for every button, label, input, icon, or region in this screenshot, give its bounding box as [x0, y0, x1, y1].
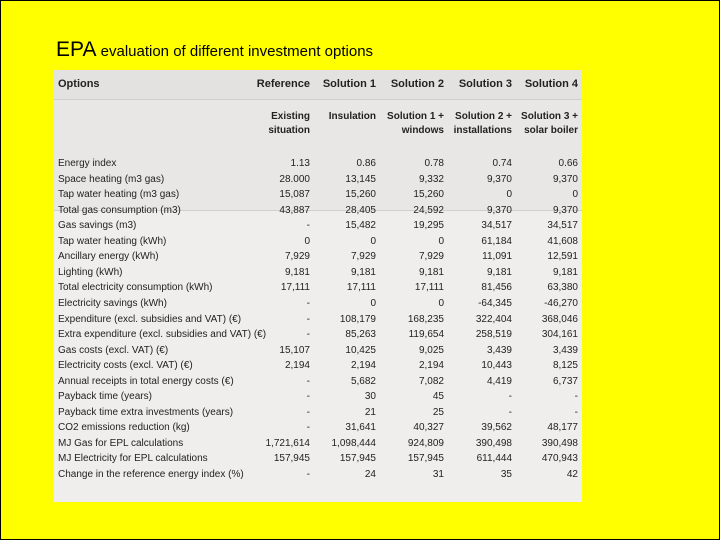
row-label: Annual receipts in total energy costs (€) [58, 375, 234, 387]
row-value: 390,498 [475, 437, 512, 449]
row-value: - [574, 391, 578, 403]
row-value: 17,111 [280, 282, 310, 294]
row-value: 45 [432, 391, 444, 403]
row-value: 42 [566, 469, 578, 480]
row-value: 0.86 [356, 158, 376, 169]
row-label: Electricity savings (kWh) [58, 297, 167, 309]
row-value: 157,945 [273, 453, 310, 465]
row-value: 322,404 [475, 313, 512, 325]
row-value: 157,945 [339, 453, 376, 465]
row-value: 17,111 [346, 282, 376, 294]
row-value: 0 [438, 235, 444, 247]
row-value: 9,181 [418, 266, 444, 278]
row-value: 924,809 [407, 437, 444, 449]
subheader-line: solar boiler [524, 125, 578, 136]
row-value: - [306, 422, 310, 434]
row-value: 9,181 [284, 266, 310, 278]
row-value: -64,345 [478, 297, 512, 309]
row-value: - [508, 391, 512, 403]
title-main: EPA [56, 38, 97, 61]
row-label: Total gas consumption (m3) [58, 204, 181, 216]
row-value: 7,929 [418, 251, 444, 263]
row-value: 7,082 [418, 375, 444, 387]
row-value: 48,177 [547, 422, 578, 434]
row-label: Electricity costs (excl. VAT) (€) [58, 360, 193, 372]
row-value: 9,370 [552, 173, 578, 185]
row-value: 3,439 [552, 344, 578, 356]
row-value: 2,194 [350, 360, 376, 372]
row-value: 9,370 [486, 204, 512, 216]
row-value: - [306, 313, 310, 325]
row-value: - [508, 406, 512, 418]
row-value: 7,929 [350, 251, 376, 263]
subheader-line: Solution 1 + [387, 111, 444, 122]
row-value: 6,737 [552, 375, 578, 387]
row-value: 9,181 [350, 266, 376, 278]
subheader-line: installations [453, 125, 512, 136]
row-value: 9,025 [418, 344, 444, 356]
header-col-5: Solution 4 [524, 78, 578, 90]
row-value: 611,444 [476, 453, 512, 465]
row-value: 2,194 [284, 360, 310, 372]
row-value: 0.78 [424, 158, 444, 169]
row-value: 24 [364, 469, 376, 480]
row-value: -46,270 [544, 297, 578, 309]
row-label: Tap water heating (m3 gas) [58, 189, 180, 201]
subheader-col-3 [387, 110, 444, 138]
row-value: 1,098,444 [331, 437, 376, 449]
row-value: 9,370 [552, 204, 578, 216]
row-value: 368,046 [541, 313, 578, 325]
subheader-line: Insulation [328, 111, 376, 122]
row-value: 0 [304, 235, 310, 247]
subheader-col-2 [329, 110, 376, 124]
row-label: Payback time (years) [58, 391, 152, 403]
row-value: 25 [432, 406, 444, 418]
row-label: CO2 emissions reduction (kg) [58, 422, 190, 434]
row-value: 7,929 [284, 251, 310, 263]
subheader-line: Existing [271, 111, 310, 122]
row-value: 19,295 [413, 220, 444, 232]
subheader-line: situation [268, 125, 310, 136]
row-label: MJ Gas for EPL calculations [58, 437, 184, 449]
row-value: - [306, 297, 310, 309]
row-value: - [306, 391, 310, 403]
subheader-col-5 [521, 110, 578, 138]
header-col-2: Solution 1 [322, 78, 376, 90]
row-value: 9,332 [418, 173, 444, 185]
row-value: 31 [432, 469, 444, 480]
row-value: 12,591 [547, 251, 578, 263]
evaluation-table [54, 70, 582, 502]
row-label: Lighting (kWh) [58, 266, 123, 278]
row-value: 61,184 [481, 235, 512, 247]
row-value: 85,263 [345, 329, 376, 341]
row-value: 4,419 [486, 375, 512, 387]
row-value: 9,181 [552, 266, 578, 278]
row-value: 15,107 [279, 344, 310, 356]
row-value: 470,943 [541, 453, 578, 465]
row-value: - [306, 329, 310, 341]
row-label: Payback time extra investments (years) [58, 406, 234, 418]
row-value: 41,608 [547, 235, 578, 247]
row-value: 304,161 [541, 329, 578, 341]
row-value: 258,519 [475, 329, 512, 341]
header-col-3: Solution 2 [390, 78, 444, 90]
row-label: Extra expenditure (excl. subsidies and VAT) (€) [58, 329, 267, 341]
row-value: 43,887 [279, 204, 310, 216]
row-value: 34,517 [547, 220, 578, 232]
row-value: 9,181 [486, 266, 512, 278]
row-value: 17,111 [414, 282, 444, 294]
row-label: Gas savings (m3) [58, 220, 137, 232]
subheader-line: Solution 2 + [455, 111, 512, 122]
row-value: 2,194 [418, 360, 444, 372]
row-value: 108,179 [339, 313, 376, 325]
row-value: 30 [364, 391, 376, 403]
row-value: 21 [364, 406, 376, 418]
row-value: - [306, 220, 310, 232]
row-value: 1.13 [290, 158, 310, 169]
row-value: 0 [572, 189, 578, 201]
row-value: 28.000 [279, 173, 310, 185]
subheader-col-4 [454, 110, 512, 138]
row-value: 8,125 [552, 360, 578, 372]
row-value: - [306, 469, 310, 480]
row-value: 13,145 [345, 173, 376, 185]
slide-title [56, 38, 373, 62]
row-value: 40,327 [413, 422, 444, 434]
row-value: 10,425 [345, 344, 376, 356]
row-value: 0.74 [492, 158, 512, 169]
row-label: Change in the reference energy index (%) [58, 469, 244, 480]
row-value: 390,498 [541, 437, 578, 449]
row-value: - [574, 406, 578, 418]
subheader-col-1 [268, 110, 310, 138]
row-label: Tap water heating (kWh) [58, 235, 167, 247]
row-value: 157,945 [407, 453, 444, 465]
header-options: Options [58, 78, 100, 90]
row-value: 35 [500, 469, 512, 480]
row-value: 0 [370, 235, 376, 247]
row-value: 15,260 [413, 189, 444, 201]
title-sub: evaluation of different investment options [96, 43, 374, 60]
row-value: 5,682 [350, 375, 376, 387]
row-label: Ancillary energy (kWh) [58, 251, 159, 263]
row-value: 1,721,614 [265, 437, 310, 449]
row-value: 34,517 [481, 220, 512, 232]
row-value: 9,370 [486, 173, 512, 185]
row-value: 168,235 [407, 313, 444, 325]
row-value: 28,405 [345, 204, 376, 216]
subheader-line: Solution 3 + [521, 111, 578, 122]
row-value: 0.66 [558, 158, 578, 169]
row-value: 0 [370, 297, 376, 309]
row-label: Expenditure (excl. subsidies and VAT) (€) [58, 313, 242, 325]
row-value: 10,443 [481, 360, 512, 372]
row-value: 63,380 [547, 282, 578, 294]
row-value: - [306, 375, 310, 387]
row-label: Total electricity consumption (kWh) [58, 282, 213, 294]
header-col-4: Solution 3 [458, 78, 512, 90]
row-label: MJ Electricity for EPL calculations [58, 453, 208, 465]
row-value: 31,641 [345, 422, 376, 434]
header-col-1: Reference [256, 78, 310, 90]
row-value: 15,260 [345, 189, 376, 201]
row-value: 119,654 [408, 329, 444, 341]
row-label: Energy index [58, 158, 117, 169]
row-value: 15,087 [279, 189, 310, 201]
row-label: Gas costs (excl. VAT) (€) [58, 344, 169, 356]
row-value: 0 [438, 297, 444, 309]
row-label: Space heating (m3 gas) [58, 173, 165, 185]
row-value: 15,482 [345, 220, 376, 232]
row-value: 11,091 [482, 251, 512, 263]
row-value: 81,456 [481, 282, 512, 294]
row-value: 39,562 [481, 422, 512, 434]
row-value: 0 [506, 189, 512, 201]
row-value: 3,439 [486, 344, 512, 356]
row-value: - [306, 406, 310, 418]
row-value: 24,592 [413, 204, 444, 216]
subheader-line: windows [401, 125, 444, 136]
